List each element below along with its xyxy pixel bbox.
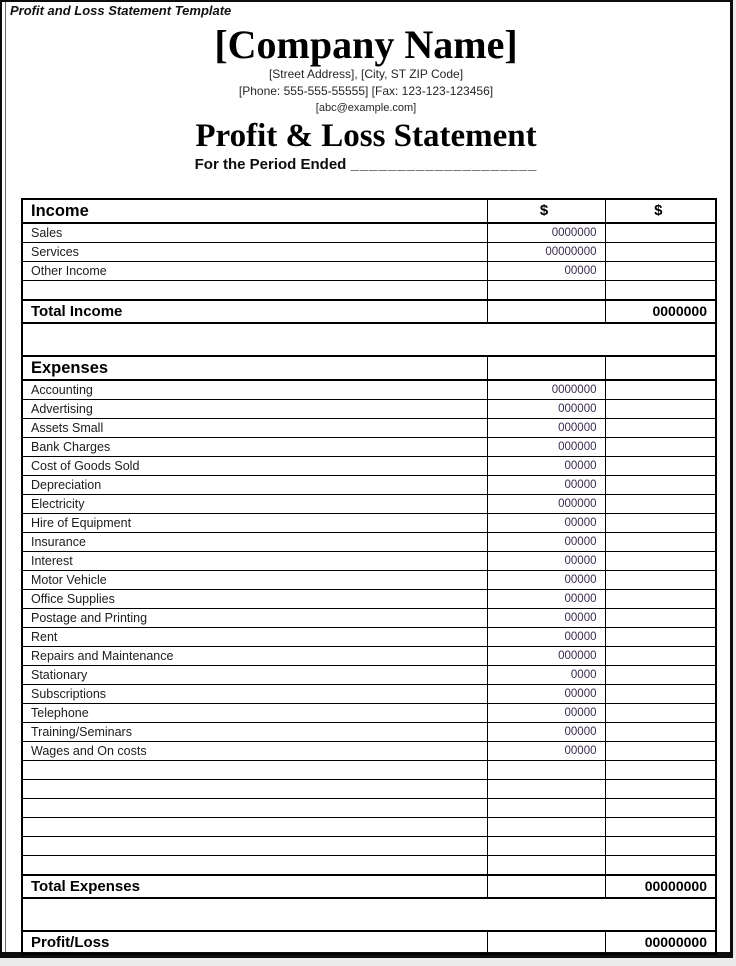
row-label-cell: Training/Seminars xyxy=(22,723,487,742)
table-row xyxy=(22,875,716,898)
amount-cell: 00000 xyxy=(487,609,605,628)
amount-cell: 00000 xyxy=(487,457,605,476)
row-label-cell xyxy=(22,799,487,818)
row-label-cell: Electricity xyxy=(22,495,487,514)
row-label-cell: Advertising xyxy=(22,400,487,419)
row-label-cell: Motor Vehicle xyxy=(22,571,487,590)
total-cell: 0000000 xyxy=(605,300,716,323)
table-row xyxy=(22,647,716,666)
amount-cell: $ xyxy=(487,199,605,223)
period-label: For the Period Ended xyxy=(194,156,347,173)
table-row xyxy=(22,400,716,419)
amount-cell xyxy=(487,281,605,301)
total-cell xyxy=(605,223,716,243)
row-label-cell: Wages and On costs xyxy=(22,742,487,761)
table-row xyxy=(22,419,716,438)
amount-cell xyxy=(487,818,605,837)
total-cell xyxy=(605,799,716,818)
amount-cell: 0000 xyxy=(487,666,605,685)
table-row xyxy=(22,931,716,954)
row-label-cell: Profit/Loss xyxy=(22,931,487,954)
total-cell xyxy=(605,818,716,837)
statement-title: Profit & Loss Statement xyxy=(195,118,537,154)
amount-cell: 00000 xyxy=(487,685,605,704)
spacer-cell xyxy=(22,323,716,356)
row-label-cell: Other Income xyxy=(22,262,487,281)
amount-cell: 00000000 xyxy=(487,243,605,262)
table-row xyxy=(22,476,716,495)
amount-cell: 00000 xyxy=(487,262,605,281)
table-row xyxy=(22,818,716,837)
amount-cell xyxy=(487,799,605,818)
total-cell xyxy=(605,262,716,281)
table-row xyxy=(22,628,716,647)
total-cell xyxy=(605,356,716,380)
table-row xyxy=(22,666,716,685)
total-cell xyxy=(605,438,716,457)
row-label-cell xyxy=(22,780,487,799)
amount-cell xyxy=(487,780,605,799)
amount-cell: 000000 xyxy=(487,419,605,438)
row-label-cell: Insurance xyxy=(22,533,487,552)
template-title: Profit and Loss Statement Template xyxy=(10,3,232,18)
row-label-cell: Repairs and Maintenance xyxy=(22,647,487,666)
table-row xyxy=(22,243,716,262)
table-row xyxy=(22,898,716,931)
amount-cell: 000000 xyxy=(487,438,605,457)
amount-cell: 00000 xyxy=(487,533,605,552)
table-row xyxy=(22,262,716,281)
total-cell xyxy=(605,609,716,628)
table-row xyxy=(22,380,716,400)
amount-cell: 000000 xyxy=(487,495,605,514)
profit-loss-table xyxy=(21,198,717,955)
row-label-cell: Interest xyxy=(22,552,487,571)
row-label-cell: Services xyxy=(22,243,487,262)
amount-cell xyxy=(487,761,605,780)
amount-cell: 000000 xyxy=(487,400,605,419)
total-cell xyxy=(605,514,716,533)
amount-cell: 00000 xyxy=(487,514,605,533)
table-row xyxy=(22,223,716,243)
total-cell xyxy=(605,780,716,799)
total-cell xyxy=(605,723,716,742)
total-cell xyxy=(605,837,716,856)
table-row xyxy=(22,590,716,609)
amount-cell xyxy=(487,356,605,380)
total-cell xyxy=(605,457,716,476)
amount-cell: 0000000 xyxy=(487,380,605,400)
table-row xyxy=(22,323,716,356)
row-label-cell: Telephone xyxy=(22,704,487,723)
table-row xyxy=(22,438,716,457)
total-cell xyxy=(605,571,716,590)
row-label-cell: Cost of Goods Sold xyxy=(22,457,487,476)
amount-cell: 00000 xyxy=(487,628,605,647)
amount-cell: 00000 xyxy=(487,552,605,571)
table-row xyxy=(22,742,716,761)
amount-cell xyxy=(487,837,605,856)
table-row xyxy=(22,723,716,742)
amount-cell xyxy=(487,931,605,954)
row-label-cell: Stationary xyxy=(22,666,487,685)
total-cell xyxy=(605,243,716,262)
row-label-cell: Assets Small xyxy=(22,419,487,438)
table-row xyxy=(22,199,716,223)
table-row xyxy=(22,356,716,380)
table-row xyxy=(22,685,716,704)
table-row xyxy=(22,609,716,628)
row-label-cell: Office Supplies xyxy=(22,590,487,609)
address-line: [Street Address], [City, ST ZIP Code] xyxy=(268,67,464,81)
amount-cell: 00000 xyxy=(487,571,605,590)
amount-cell: 00000 xyxy=(487,723,605,742)
total-cell xyxy=(605,856,716,876)
table-row xyxy=(22,799,716,818)
total-cell xyxy=(605,742,716,761)
row-label-cell: Rent xyxy=(22,628,487,647)
total-cell xyxy=(605,685,716,704)
total-cell xyxy=(605,590,716,609)
table-row xyxy=(22,856,716,876)
row-label-cell: Total Expenses xyxy=(22,875,487,898)
pl-table-body xyxy=(22,199,716,954)
row-label-cell: Expenses xyxy=(22,356,487,380)
spacer-cell xyxy=(22,898,716,931)
row-label-cell xyxy=(22,761,487,780)
table-row xyxy=(22,457,716,476)
period-line xyxy=(2,156,730,173)
total-cell xyxy=(605,476,716,495)
row-label-cell: Accounting xyxy=(22,380,487,400)
table-row xyxy=(22,837,716,856)
document-header xyxy=(2,24,730,173)
amount-cell: 00000 xyxy=(487,704,605,723)
row-label-cell: Depreciation xyxy=(22,476,487,495)
total-cell xyxy=(605,666,716,685)
total-cell: 00000000 xyxy=(605,931,716,954)
amount-cell: 00000 xyxy=(487,590,605,609)
amount-cell: 00000 xyxy=(487,742,605,761)
row-label-cell xyxy=(22,837,487,856)
row-label-cell xyxy=(22,818,487,837)
amount-cell xyxy=(487,300,605,323)
table-row xyxy=(22,300,716,323)
amount-cell: 00000 xyxy=(487,476,605,495)
company-name: [Company Name] xyxy=(214,22,518,67)
table-row xyxy=(22,761,716,780)
row-label-cell: Income xyxy=(22,199,487,223)
row-label-cell: Bank Charges xyxy=(22,438,487,457)
email-line: [abc@example.com] xyxy=(315,102,417,114)
row-label-cell: Total Income xyxy=(22,300,487,323)
total-cell xyxy=(605,628,716,647)
total-cell xyxy=(605,281,716,301)
total-cell xyxy=(605,419,716,438)
total-cell: 00000000 xyxy=(605,875,716,898)
row-label-cell: Subscriptions xyxy=(22,685,487,704)
period-blank-line: ____________________ xyxy=(350,156,538,173)
table-row xyxy=(22,514,716,533)
phone-fax-line: [Phone: 555-555-55555] [Fax: 123-123-123456] xyxy=(238,84,494,98)
table-row xyxy=(22,495,716,514)
amount-cell: 0000000 xyxy=(487,223,605,243)
total-cell xyxy=(605,704,716,723)
row-label-cell xyxy=(22,281,487,301)
amount-cell xyxy=(487,875,605,898)
total-cell xyxy=(605,400,716,419)
total-cell xyxy=(605,552,716,571)
total-cell xyxy=(605,495,716,514)
amount-cell xyxy=(487,856,605,876)
total-cell xyxy=(605,761,716,780)
table-row xyxy=(22,533,716,552)
total-cell xyxy=(605,533,716,552)
row-label-cell xyxy=(22,856,487,876)
table-row xyxy=(22,571,716,590)
total-cell xyxy=(605,380,716,400)
amount-cell: 000000 xyxy=(487,647,605,666)
row-label-cell: Hire of Equipment xyxy=(22,514,487,533)
total-cell: $ xyxy=(605,199,716,223)
total-cell xyxy=(605,647,716,666)
table-row xyxy=(22,780,716,799)
table-row xyxy=(22,281,716,301)
row-label-cell: Postage and Printing xyxy=(22,609,487,628)
table-row xyxy=(22,704,716,723)
row-label-cell: Sales xyxy=(22,223,487,243)
table-row xyxy=(22,552,716,571)
